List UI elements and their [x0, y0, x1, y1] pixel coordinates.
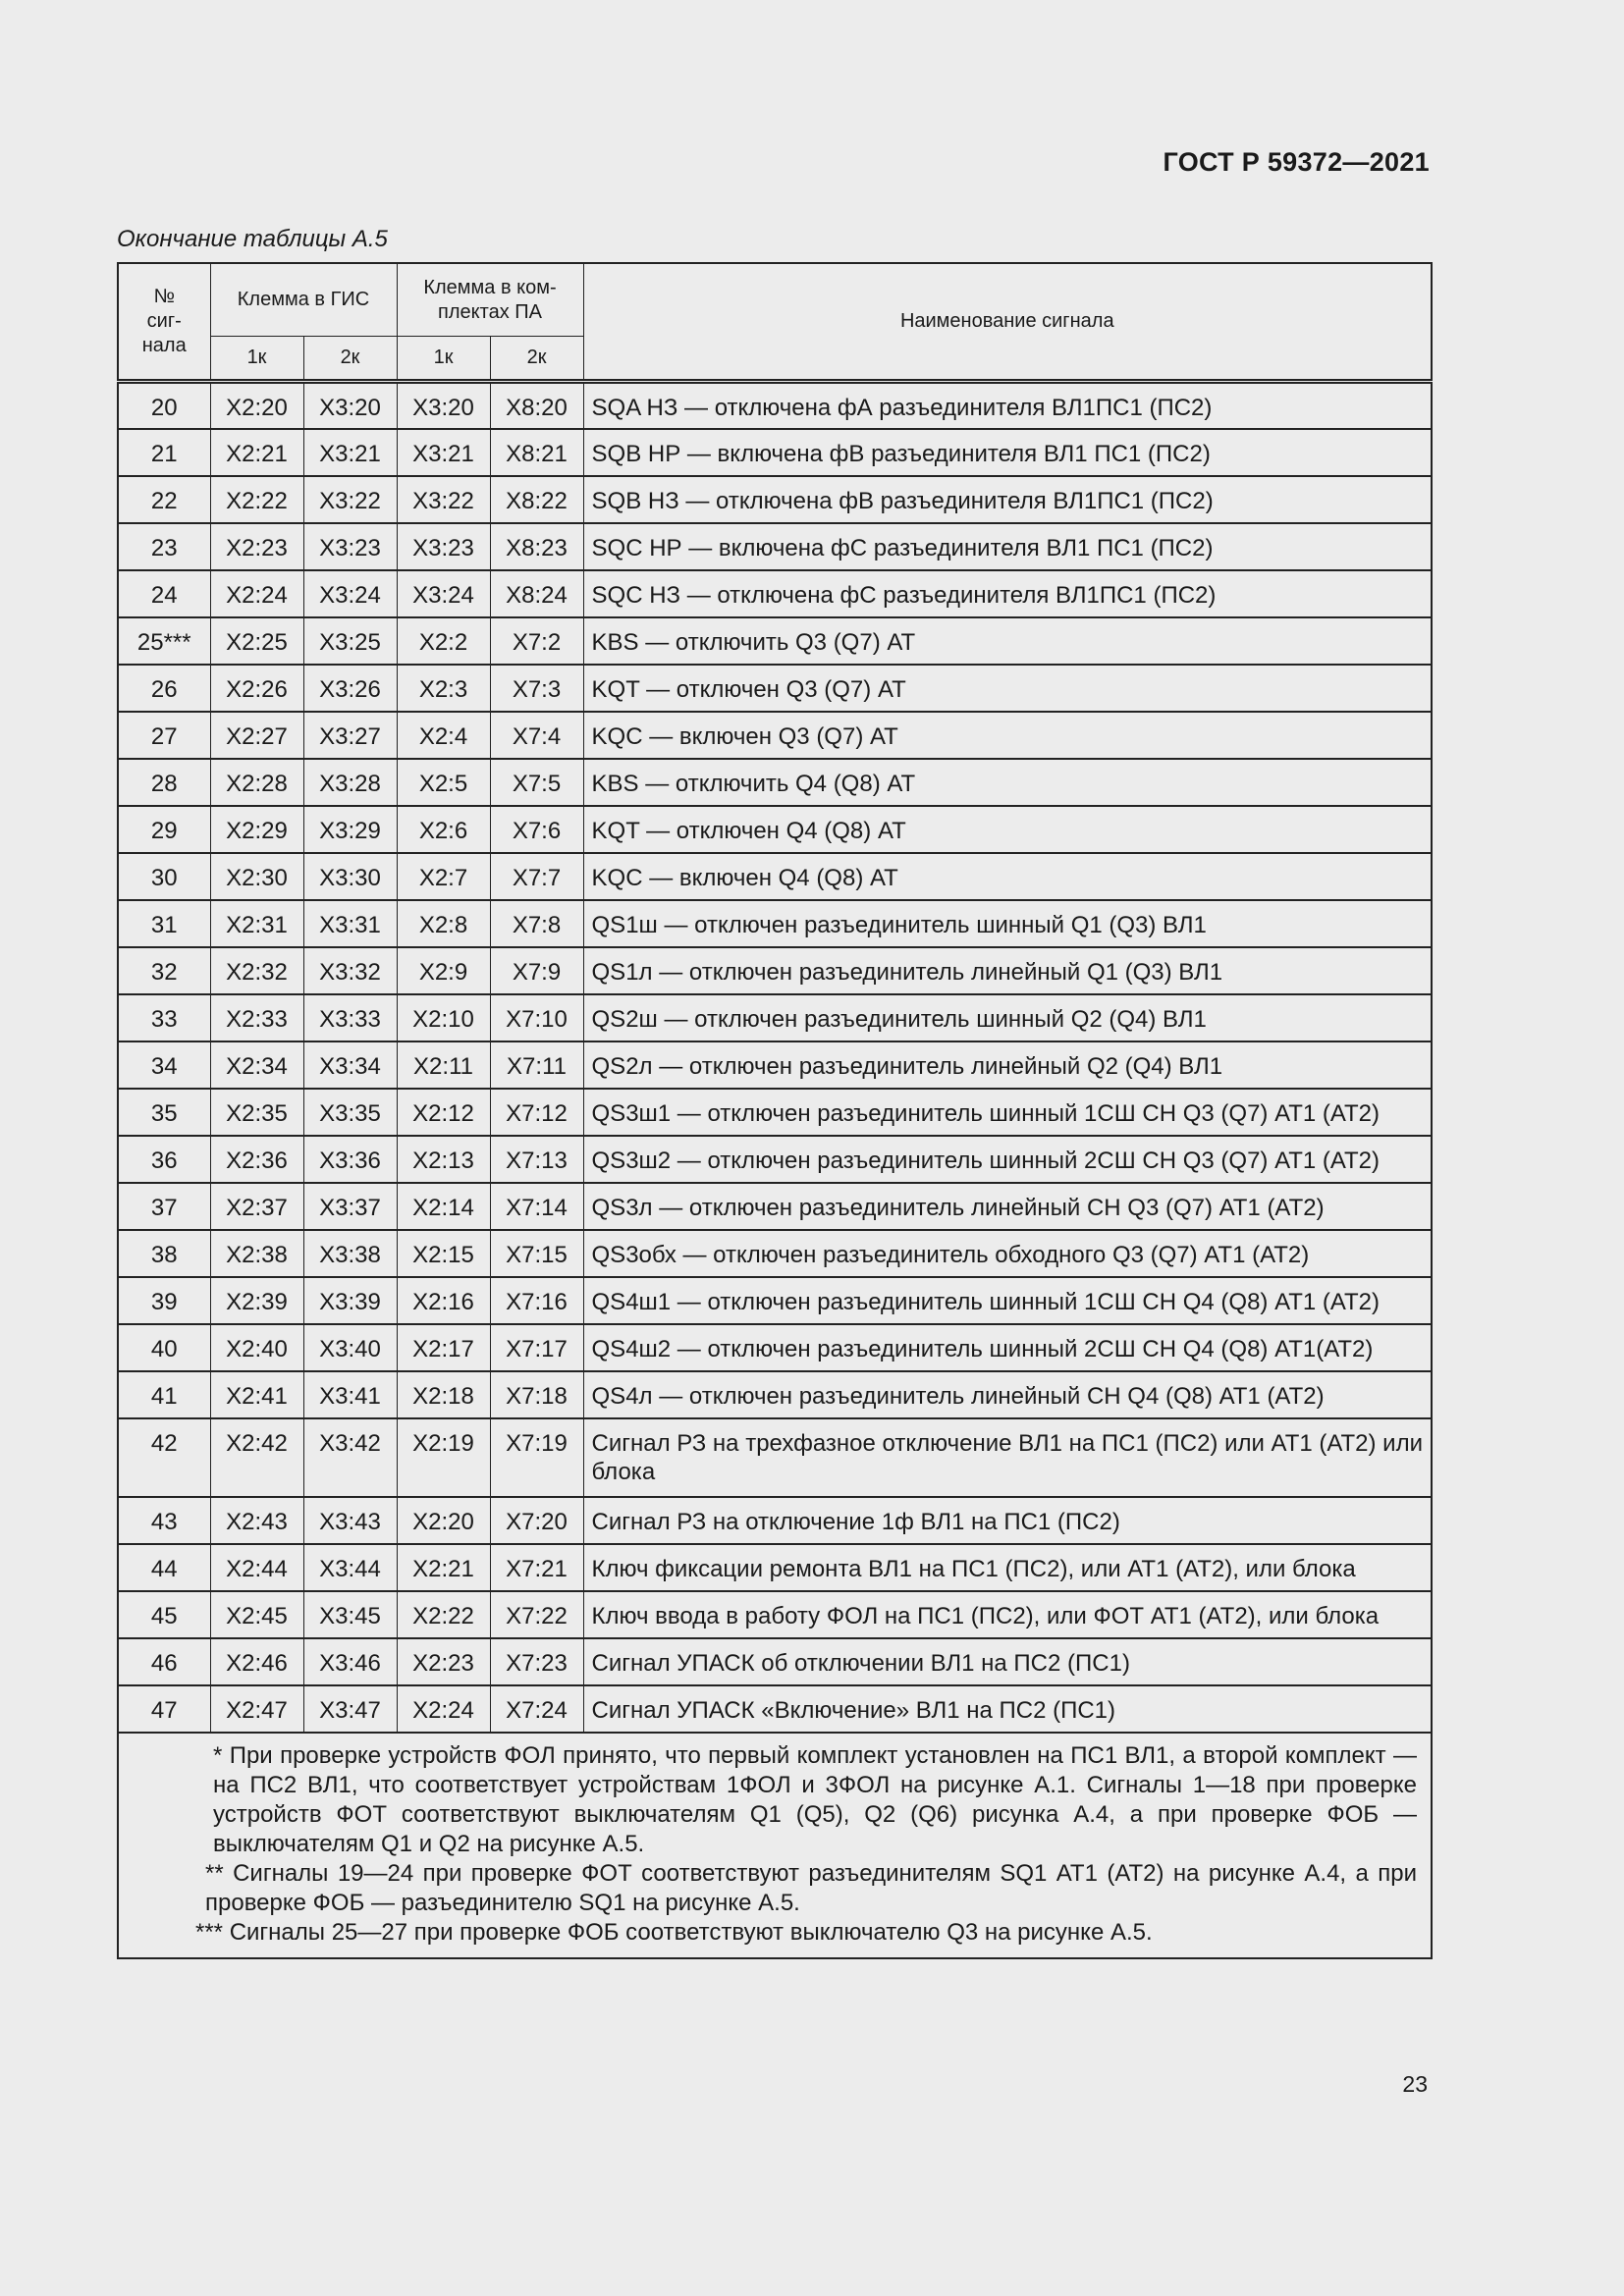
- document-code: ГОСТ Р 59372—2021: [1163, 147, 1430, 177]
- table-row: [118, 1183, 1432, 1230]
- cell-pa-2k: X7:15: [490, 1230, 583, 1277]
- table-row: [118, 1324, 1432, 1371]
- cell-pa-2k: X7:16: [490, 1277, 583, 1324]
- cell-gis-2k: X3:45: [303, 1591, 397, 1638]
- table-row: [118, 1041, 1432, 1089]
- table-row: [118, 1497, 1432, 1544]
- cell-pa-1k: X2:9: [397, 947, 490, 994]
- cell-signal-name: KQT — отключен Q3 (Q7) АТ: [583, 665, 1432, 712]
- cell-pa-1k: X2:20: [397, 1497, 490, 1544]
- cell-pa-2k: X7:23: [490, 1638, 583, 1685]
- cell-gis-2k: X3:23: [303, 523, 397, 570]
- cell-signal-name: Сигнал УПАСК «Включение» ВЛ1 на ПС2 (ПС1): [583, 1685, 1432, 1733]
- cell-signal-name: QS3л — отключен разъединитель линейный СН Q3 (Q7) АТ1 (АТ2): [583, 1183, 1432, 1230]
- cell-gis-2k: X3:29: [303, 806, 397, 853]
- cell-signal-name: QS4л — отключен разъединитель линейный СН Q4 (Q8) АТ1 (АТ2): [583, 1371, 1432, 1418]
- cell-signal-number: 38: [118, 1230, 210, 1277]
- cell-gis-1k: X2:44: [210, 1544, 303, 1591]
- cell-gis-2k: X3:39: [303, 1277, 397, 1324]
- header-gis-2k: 2к: [303, 337, 397, 382]
- table-row: [118, 1638, 1432, 1685]
- cell-signal-number: 39: [118, 1277, 210, 1324]
- cell-pa-1k: X2:21: [397, 1544, 490, 1591]
- cell-signal-name: QS4ш2 — отключен разъединитель шинный 2СШ СН Q4 (Q8) АТ1(АТ2): [583, 1324, 1432, 1371]
- cell-signal-name: Сигнал РЗ на отключение 1ф ВЛ1 на ПС1 (ПС2): [583, 1497, 1432, 1544]
- cell-pa-2k: X7:20: [490, 1497, 583, 1544]
- header-pa-1k: 1к: [397, 337, 490, 382]
- cell-gis-1k: X2:32: [210, 947, 303, 994]
- cell-gis-2k: X3:24: [303, 570, 397, 617]
- cell-pa-1k: X3:20: [397, 382, 490, 429]
- cell-pa-1k: X2:24: [397, 1685, 490, 1733]
- cell-signal-number: 28: [118, 759, 210, 806]
- cell-pa-2k: X7:10: [490, 994, 583, 1041]
- cell-pa-1k: X2:16: [397, 1277, 490, 1324]
- cell-signal-name: Сигнал РЗ на трехфазное отключение ВЛ1 на ПС1 (ПС2) или АТ1 (АТ2) или блока: [583, 1418, 1432, 1497]
- cell-gis-1k: X2:27: [210, 712, 303, 759]
- table-row: [118, 523, 1432, 570]
- table-header: [118, 263, 1432, 382]
- table-row: [118, 1418, 1432, 1497]
- cell-pa-2k: X7:8: [490, 900, 583, 947]
- cell-signal-name: QS3обх — отключен разъединитель обходного Q3 (Q7) АТ1 (АТ2): [583, 1230, 1432, 1277]
- table-row: [118, 1371, 1432, 1418]
- cell-pa-1k: X2:18: [397, 1371, 490, 1418]
- page-number: 23: [1402, 2071, 1428, 2097]
- cell-gis-1k: X2:42: [210, 1418, 303, 1497]
- cell-pa-1k: X2:7: [397, 853, 490, 900]
- table-row: [118, 429, 1432, 476]
- cell-signal-name: Ключ ввода в работу ФОЛ на ПС1 (ПС2), или ФОТ АТ1 (АТ2), или блока: [583, 1591, 1432, 1638]
- table-row: [118, 570, 1432, 617]
- cell-gis-2k: X3:40: [303, 1324, 397, 1371]
- cell-signal-name: QS2л — отключен разъединитель линейный Q2 (Q4) ВЛ1: [583, 1041, 1432, 1089]
- cell-gis-1k: X2:43: [210, 1497, 303, 1544]
- cell-signal-name: SQB НР — включена фВ разъединителя ВЛ1 ПС1 (ПС2): [583, 429, 1432, 476]
- cell-signal-number: 31: [118, 900, 210, 947]
- cell-gis-2k: X3:43: [303, 1497, 397, 1544]
- cell-gis-1k: X2:21: [210, 429, 303, 476]
- cell-pa-2k: X8:23: [490, 523, 583, 570]
- note-2: ** Сигналы 19—24 при проверке ФОТ соответствуют разъединителям SQ1 АТ1 (АТ2) на рисунке А.4, а при проверке ФОБ — разъединителю SQ1 на рисунке А.5.: [205, 1859, 1417, 1916]
- cell-signal-name: QS4ш1 — отключен разъединитель шинный 1СШ СН Q4 (Q8) АТ1 (АТ2): [583, 1277, 1432, 1324]
- cell-pa-2k: X8:24: [490, 570, 583, 617]
- cell-pa-1k: X3:23: [397, 523, 490, 570]
- cell-pa-2k: X7:24: [490, 1685, 583, 1733]
- note-3: *** Сигналы 25—27 при проверке ФОБ соответствуют выключателю Q3 на рисунке А.5.: [195, 1918, 1153, 1946]
- cell-signal-name: QS1ш — отключен разъединитель шинный Q1 (Q3) ВЛ1: [583, 900, 1432, 947]
- cell-pa-2k: X7:19: [490, 1418, 583, 1497]
- cell-signal-number: 40: [118, 1324, 210, 1371]
- cell-signal-number: 20: [118, 382, 210, 429]
- cell-signal-number: 47: [118, 1685, 210, 1733]
- table-row: [118, 853, 1432, 900]
- cell-pa-1k: X2:14: [397, 1183, 490, 1230]
- cell-pa-1k: X2:19: [397, 1418, 490, 1497]
- cell-signal-name: KQC — включен Q3 (Q7) АТ: [583, 712, 1432, 759]
- cell-signal-name: Сигнал УПАСК об отключении ВЛ1 на ПС2 (ПС1): [583, 1638, 1432, 1685]
- cell-gis-1k: X2:36: [210, 1136, 303, 1183]
- cell-pa-2k: X7:22: [490, 1591, 583, 1638]
- cell-pa-1k: X2:17: [397, 1324, 490, 1371]
- cell-pa-1k: X2:2: [397, 617, 490, 665]
- cell-signal-name: QS1л — отключен разъединитель линейный Q1 (Q3) ВЛ1: [583, 947, 1432, 994]
- table-row: [118, 617, 1432, 665]
- table-row: [118, 1136, 1432, 1183]
- cell-gis-2k: X3:34: [303, 1041, 397, 1089]
- table-row: [118, 665, 1432, 712]
- cell-gis-1k: X2:20: [210, 382, 303, 429]
- cell-signal-name: SQC НР — включена фС разъединителя ВЛ1 ПС1 (ПС2): [583, 523, 1432, 570]
- cell-signal-number: 42: [118, 1418, 210, 1497]
- cell-signal-name: KQC — включен Q4 (Q8) АТ: [583, 853, 1432, 900]
- cell-gis-2k: X3:28: [303, 759, 397, 806]
- cell-pa-1k: X2:15: [397, 1230, 490, 1277]
- cell-pa-1k: X2:13: [397, 1136, 490, 1183]
- cell-gis-2k: X3:32: [303, 947, 397, 994]
- cell-pa-2k: X7:6: [490, 806, 583, 853]
- cell-signal-name: Ключ фиксации ремонта ВЛ1 на ПС1 (ПС2), или АТ1 (АТ2), или блока: [583, 1544, 1432, 1591]
- cell-pa-1k: X2:11: [397, 1041, 490, 1089]
- table-row: [118, 900, 1432, 947]
- cell-gis-1k: X2:26: [210, 665, 303, 712]
- cell-gis-2k: X3:44: [303, 1544, 397, 1591]
- cell-signal-number: 41: [118, 1371, 210, 1418]
- cell-gis-2k: X3:36: [303, 1136, 397, 1183]
- cell-signal-name: SQB НЗ — отключена фВ разъединителя ВЛ1ПС1 (ПС2): [583, 476, 1432, 523]
- cell-pa-1k: X2:23: [397, 1638, 490, 1685]
- cell-gis-1k: X2:39: [210, 1277, 303, 1324]
- cell-pa-1k: X2:8: [397, 900, 490, 947]
- signal-table: [117, 262, 1433, 1959]
- cell-gis-2k: X3:27: [303, 712, 397, 759]
- cell-gis-2k: X3:38: [303, 1230, 397, 1277]
- cell-gis-1k: X2:28: [210, 759, 303, 806]
- cell-gis-1k: X2:46: [210, 1638, 303, 1685]
- cell-pa-1k: X3:24: [397, 570, 490, 617]
- cell-signal-number: 26: [118, 665, 210, 712]
- cell-pa-2k: X7:9: [490, 947, 583, 994]
- cell-signal-name: SQA НЗ — отключена фА разъединителя ВЛ1ПС1 (ПС2): [583, 382, 1432, 429]
- header-gis-1k: 1к: [210, 337, 303, 382]
- cell-signal-number: 43: [118, 1497, 210, 1544]
- cell-gis-2k: X3:42: [303, 1418, 397, 1497]
- cell-gis-2k: X3:47: [303, 1685, 397, 1733]
- cell-pa-2k: X7:13: [490, 1136, 583, 1183]
- cell-gis-1k: X2:41: [210, 1371, 303, 1418]
- cell-gis-1k: X2:40: [210, 1324, 303, 1371]
- cell-pa-2k: X7:17: [490, 1324, 583, 1371]
- cell-gis-2k: X3:20: [303, 382, 397, 429]
- cell-gis-1k: X2:47: [210, 1685, 303, 1733]
- cell-pa-1k: X3:22: [397, 476, 490, 523]
- cell-signal-number: 29: [118, 806, 210, 853]
- cell-pa-1k: X2:5: [397, 759, 490, 806]
- cell-gis-2k: X3:46: [303, 1638, 397, 1685]
- cell-gis-2k: X3:21: [303, 429, 397, 476]
- cell-signal-number: 33: [118, 994, 210, 1041]
- cell-gis-1k: X2:22: [210, 476, 303, 523]
- note-1: * При проверке устройств ФОЛ принято, что первый комплект установлен на ПС1 ВЛ1, а второй комплект — на ПС2 ВЛ1, что соответствует устройствам 1ФОЛ и 3ФОЛ на рисунке А.1. Сигналы 1—18 при проверке устройств ФОТ соответствуют выключателям Q1 (Q5), Q2 (Q6) рисунка А.4, а при проверке ФОБ — выключателям Q1 и Q2 на рисунке А.5.: [213, 1741, 1417, 1857]
- cell-gis-2k: X3:26: [303, 665, 397, 712]
- cell-gis-1k: X2:29: [210, 806, 303, 853]
- cell-pa-2k: X7:3: [490, 665, 583, 712]
- cell-pa-2k: X7:18: [490, 1371, 583, 1418]
- cell-signal-name: KBS — отключить Q4 (Q8) АТ: [583, 759, 1432, 806]
- header-gis-terminal: Клемма в ГИС: [210, 263, 397, 337]
- cell-gis-1k: X2:30: [210, 853, 303, 900]
- cell-signal-number: 44: [118, 1544, 210, 1591]
- cell-pa-1k: X2:3: [397, 665, 490, 712]
- cell-gis-2k: X3:41: [303, 1371, 397, 1418]
- table-row: [118, 1544, 1432, 1591]
- cell-gis-2k: X3:31: [303, 900, 397, 947]
- header-signal-name: Наименование сигнала: [583, 263, 1432, 382]
- cell-signal-number: 27: [118, 712, 210, 759]
- cell-signal-number: 32: [118, 947, 210, 994]
- cell-pa-2k: X7:14: [490, 1183, 583, 1230]
- cell-pa-2k: X7:12: [490, 1089, 583, 1136]
- cell-signal-number: 35: [118, 1089, 210, 1136]
- cell-gis-1k: X2:25: [210, 617, 303, 665]
- cell-signal-name: QS3ш1 — отключен разъединитель шинный 1СШ СН Q3 (Q7) АТ1 (АТ2): [583, 1089, 1432, 1136]
- cell-signal-number: 21: [118, 429, 210, 476]
- cell-gis-1k: X2:37: [210, 1183, 303, 1230]
- cell-gis-1k: X2:23: [210, 523, 303, 570]
- cell-gis-2k: X3:22: [303, 476, 397, 523]
- cell-signal-number: 46: [118, 1638, 210, 1685]
- table-row: [118, 759, 1432, 806]
- cell-signal-name: QS3ш2 — отключен разъединитель шинный 2СШ СН Q3 (Q7) АТ1 (АТ2): [583, 1136, 1432, 1183]
- cell-pa-2k: X7:11: [490, 1041, 583, 1089]
- table-row: [118, 806, 1432, 853]
- cell-signal-name: KQT — отключен Q4 (Q8) АТ: [583, 806, 1432, 853]
- table-caption: Окончание таблицы А.5: [117, 226, 388, 252]
- signal-table-container: [117, 262, 1433, 1959]
- cell-pa-1k: X2:10: [397, 994, 490, 1041]
- cell-pa-2k: X7:5: [490, 759, 583, 806]
- table-row: [118, 947, 1432, 994]
- cell-pa-2k: X7:21: [490, 1544, 583, 1591]
- table-notes: [118, 1733, 1432, 1958]
- cell-pa-2k: X8:20: [490, 382, 583, 429]
- cell-pa-2k: X8:21: [490, 429, 583, 476]
- cell-signal-number: 23: [118, 523, 210, 570]
- cell-gis-1k: X2:31: [210, 900, 303, 947]
- cell-pa-1k: X2:6: [397, 806, 490, 853]
- cell-gis-1k: X2:24: [210, 570, 303, 617]
- cell-signal-name: KBS — отключить Q3 (Q7) АТ: [583, 617, 1432, 665]
- cell-pa-2k: X7:2: [490, 617, 583, 665]
- cell-signal-number: 36: [118, 1136, 210, 1183]
- cell-pa-1k: X2:4: [397, 712, 490, 759]
- cell-signal-number: 34: [118, 1041, 210, 1089]
- table-row: [118, 712, 1432, 759]
- cell-pa-1k: X3:21: [397, 429, 490, 476]
- table-row: [118, 476, 1432, 523]
- cell-signal-number: 45: [118, 1591, 210, 1638]
- cell-pa-1k: X2:22: [397, 1591, 490, 1638]
- cell-pa-1k: X2:12: [397, 1089, 490, 1136]
- cell-gis-1k: X2:38: [210, 1230, 303, 1277]
- cell-pa-2k: X8:22: [490, 476, 583, 523]
- header-pa-2k: 2к: [490, 337, 583, 382]
- cell-gis-2k: X3:37: [303, 1183, 397, 1230]
- table-row: [118, 1277, 1432, 1324]
- cell-signal-number: 25***: [118, 617, 210, 665]
- cell-pa-2k: X7:7: [490, 853, 583, 900]
- cell-gis-2k: X3:25: [303, 617, 397, 665]
- cell-gis-1k: X2:45: [210, 1591, 303, 1638]
- header-signal-number: № сиг- нала: [118, 263, 210, 382]
- cell-gis-2k: X3:30: [303, 853, 397, 900]
- cell-gis-1k: X2:33: [210, 994, 303, 1041]
- cell-signal-number: 24: [118, 570, 210, 617]
- table-row: [118, 1685, 1432, 1733]
- cell-gis-2k: X3:35: [303, 1089, 397, 1136]
- table-row: [118, 1230, 1432, 1277]
- table-row: [118, 1089, 1432, 1136]
- header-pa-terminal: Клемма в ком- плектах ПА: [397, 263, 583, 337]
- cell-signal-number: 37: [118, 1183, 210, 1230]
- cell-signal-name: SQC НЗ — отключена фС разъединителя ВЛ1ПС1 (ПС2): [583, 570, 1432, 617]
- table-row: [118, 382, 1432, 429]
- cell-pa-2k: X7:4: [490, 712, 583, 759]
- cell-signal-number: 22: [118, 476, 210, 523]
- cell-gis-2k: X3:33: [303, 994, 397, 1041]
- cell-signal-number: 30: [118, 853, 210, 900]
- table-body: [118, 382, 1432, 1733]
- table-row: [118, 994, 1432, 1041]
- cell-signal-name: QS2ш — отключен разъединитель шинный Q2 (Q4) ВЛ1: [583, 994, 1432, 1041]
- cell-gis-1k: X2:34: [210, 1041, 303, 1089]
- table-row: [118, 1591, 1432, 1638]
- cell-gis-1k: X2:35: [210, 1089, 303, 1136]
